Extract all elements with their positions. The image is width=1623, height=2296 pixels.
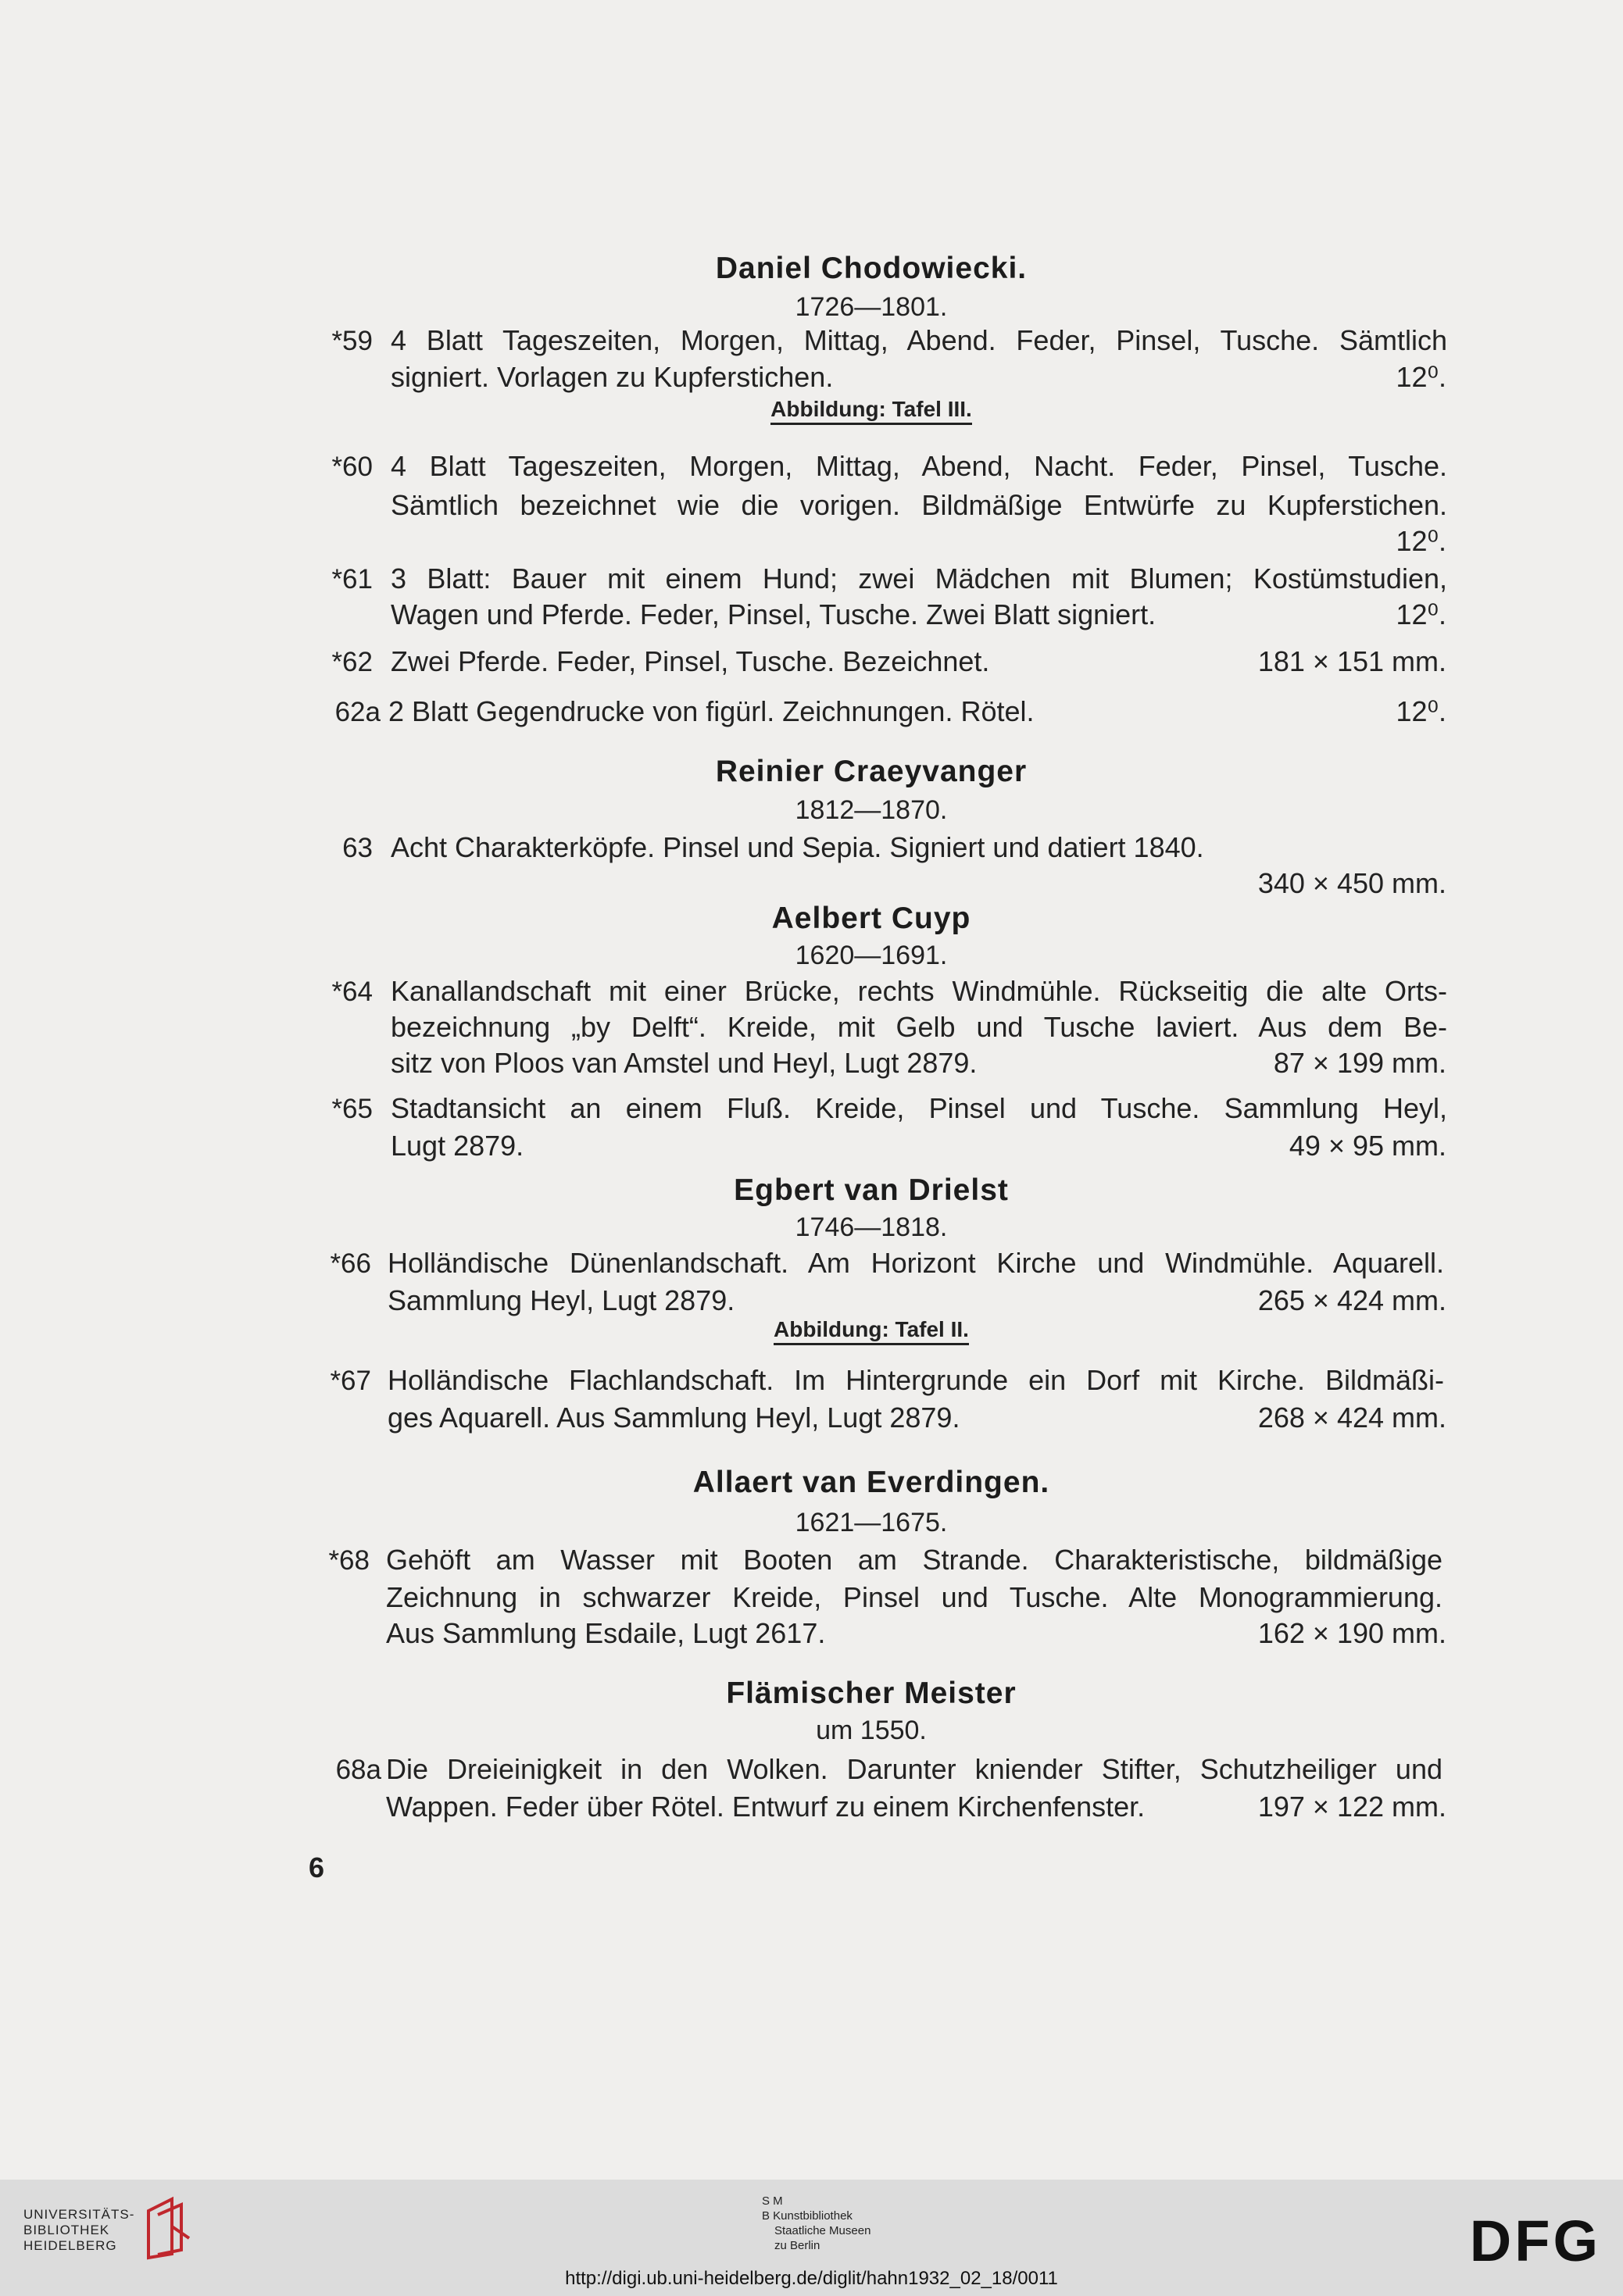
entry-number: *59 xyxy=(331,326,373,356)
entry-number: 68a xyxy=(335,1755,381,1785)
entry-text: Holländische Dünenlandschaft. Am Horizont Kirche und Windmühle. Aquarell. xyxy=(388,1247,1444,1279)
kunstbibliothek-label xyxy=(762,2194,870,2253)
entry-text: bezeichnung „by Delft“. Kreide, mit Gelb und Tusche laviert. Aus dem Be- xyxy=(391,1011,1447,1043)
university-library-label xyxy=(23,2207,134,2254)
university-logo-icon xyxy=(141,2195,195,2262)
entry-dimensions: 340 × 450 mm. xyxy=(1257,867,1446,899)
artist-dates: 1746—1818. xyxy=(795,1212,948,1242)
entry-dimensions: 162 × 190 mm. xyxy=(1257,1617,1446,1649)
artist-dates: um 1550. xyxy=(816,1716,927,1745)
entry-dimensions: 49 × 95 mm. xyxy=(1289,1130,1446,1162)
artist-heading: Flämischer Meister xyxy=(726,1676,1017,1710)
entry-number: 63 xyxy=(342,833,373,863)
entry-text: Aus Sammlung Esdaile, Lugt 2617. xyxy=(386,1617,826,1649)
entry-dimensions: 12⁰. xyxy=(1396,525,1446,557)
artist-heading: Reinier Craeyvanger xyxy=(715,755,1028,788)
artist-dates: 1621—1675. xyxy=(795,1508,948,1537)
entry-number: *66 xyxy=(330,1248,371,1279)
artist-heading: Aelbert Cuyp xyxy=(771,902,971,935)
entry-text: Stadtansicht an einem Fluß. Kreide, Pinsel und Tusche. Sammlung Heyl, xyxy=(391,1092,1447,1124)
entry-number: *68 xyxy=(328,1545,370,1576)
kb-line: S M xyxy=(762,2194,783,2208)
kb-line: B Kunstbibliothek xyxy=(762,2209,853,2223)
artist-heading: Allaert van Everdingen. xyxy=(692,1466,1050,1499)
dfg-logo: DFG xyxy=(1469,2209,1601,2273)
uni-line: HEIDELBERG xyxy=(23,2238,117,2253)
entry-text: Kanallandschaft mit einer Brücke, rechts Windmühle. Rückseitig die alte Orts- xyxy=(391,975,1447,1007)
uni-line: BIBLIOTHEK xyxy=(23,2223,110,2237)
entry-dimensions: 265 × 424 mm. xyxy=(1257,1284,1446,1316)
page-number: 6 xyxy=(309,1851,325,1884)
entry-dimensions: 268 × 424 mm. xyxy=(1257,1402,1446,1434)
artist-dates: 1726—1801. xyxy=(795,292,948,322)
artist-heading: Daniel Chodowiecki. xyxy=(715,252,1028,285)
entry-text: Die Dreieinigkeit in den Wolken. Darunter kniender Stifter, Schutzheiliger und xyxy=(386,1753,1442,1785)
entry-text: 4 Blatt Tageszeiten, Morgen, Mittag, Abend, Nacht. Feder, Pinsel, Tusche. xyxy=(391,450,1447,482)
artist-dates: 1620—1691. xyxy=(795,941,948,970)
entry-text: ges Aquarell. Aus Sammlung Heyl, Lugt 2879. xyxy=(388,1402,960,1434)
illustration-reference xyxy=(0,397,1623,422)
entry-text: Holländische Flachlandschaft. Im Hintergrunde ein Dorf mit Kirche. Bildmäßi- xyxy=(388,1364,1444,1396)
entry-number: *61 xyxy=(331,564,373,595)
entry-text: Lugt 2879. xyxy=(391,1130,524,1162)
entry-text: Zeichnung in schwarzer Kreide, Pinsel und Tusche. Alte Monogrammierung. xyxy=(386,1581,1442,1613)
entry-text: Sammlung Heyl, Lugt 2879. xyxy=(388,1284,735,1316)
entry-text: sitz von Ploos van Amstel und Heyl, Lugt 2879. xyxy=(391,1047,978,1079)
entry-number: *64 xyxy=(331,977,373,1007)
entry-dimensions: 197 × 122 mm. xyxy=(1257,1791,1446,1823)
entry-dimensions: 181 × 151 mm. xyxy=(1257,645,1446,677)
illustration-reference-text: Abbildung: Tafel III. xyxy=(770,397,972,425)
entry-dimensions: 87 × 199 mm. xyxy=(1273,1047,1446,1079)
entry-text: 3 Blatt: Bauer mit einem Hund; zwei Mädchen mit Blumen; Kostümstudien, xyxy=(391,562,1447,595)
artist-heading: Egbert van Drielst xyxy=(734,1173,1009,1207)
entry-number: *65 xyxy=(331,1094,373,1124)
entry-text: 4 Blatt Tageszeiten, Morgen, Mittag, Abend. Feder, Pinsel, Tusche. Sämtlich xyxy=(391,324,1447,356)
entry-text: Acht Charakterköpfe. Pinsel und Sepia. Signiert und datiert 1840. xyxy=(391,831,1204,863)
uni-line: UNIVERSITÄTS- xyxy=(23,2207,135,2222)
entry-text: 2 Blatt Gegendrucke von figürl. Zeichnungen. Rötel. xyxy=(388,695,1035,727)
entry-text: Wappen. Feder über Rötel. Entwurf zu einem Kirchenfenster. xyxy=(386,1791,1146,1823)
entry-number: *60 xyxy=(331,452,373,482)
entry-text: Sämtlich bezeichnet wie die vorigen. Bildmäßige Entwürfe zu Kupferstichen. xyxy=(391,489,1447,521)
artist-dates: 1812—1870. xyxy=(795,795,948,825)
entry-text: Gehöft am Wasser mit Booten am Strande. Charakteristische, bildmäßige xyxy=(386,1544,1442,1576)
entry-dimensions: 12⁰. xyxy=(1396,598,1446,630)
permalink-url[interactable]: http://digi.ub.uni-heidelberg.de/diglit/hahn1932_02_18/0011 xyxy=(565,2268,1058,2289)
entry-number: *67 xyxy=(330,1366,371,1396)
entry-dimensions: 12⁰. xyxy=(1396,695,1446,727)
entry-number: *62 xyxy=(331,647,373,677)
entry-number: 62a xyxy=(334,697,381,727)
footer-bar xyxy=(0,2180,1623,2296)
kb-line: zu Berlin xyxy=(774,2239,820,2252)
kb-line: Staatliche Museen xyxy=(774,2224,871,2237)
illustration-reference xyxy=(0,1317,1623,1342)
entry-text: Wagen und Pferde. Feder, Pinsel, Tusche. Zwei Blatt signiert. xyxy=(391,598,1156,630)
entry-text: signiert. Vorlagen zu Kupferstichen. xyxy=(391,361,834,393)
entry-dimensions: 12⁰. xyxy=(1396,361,1446,393)
entry-text: Zwei Pferde. Feder, Pinsel, Tusche. Bezeichnet. xyxy=(391,645,990,677)
illustration-reference-text: Abbildung: Tafel II. xyxy=(774,1317,969,1345)
